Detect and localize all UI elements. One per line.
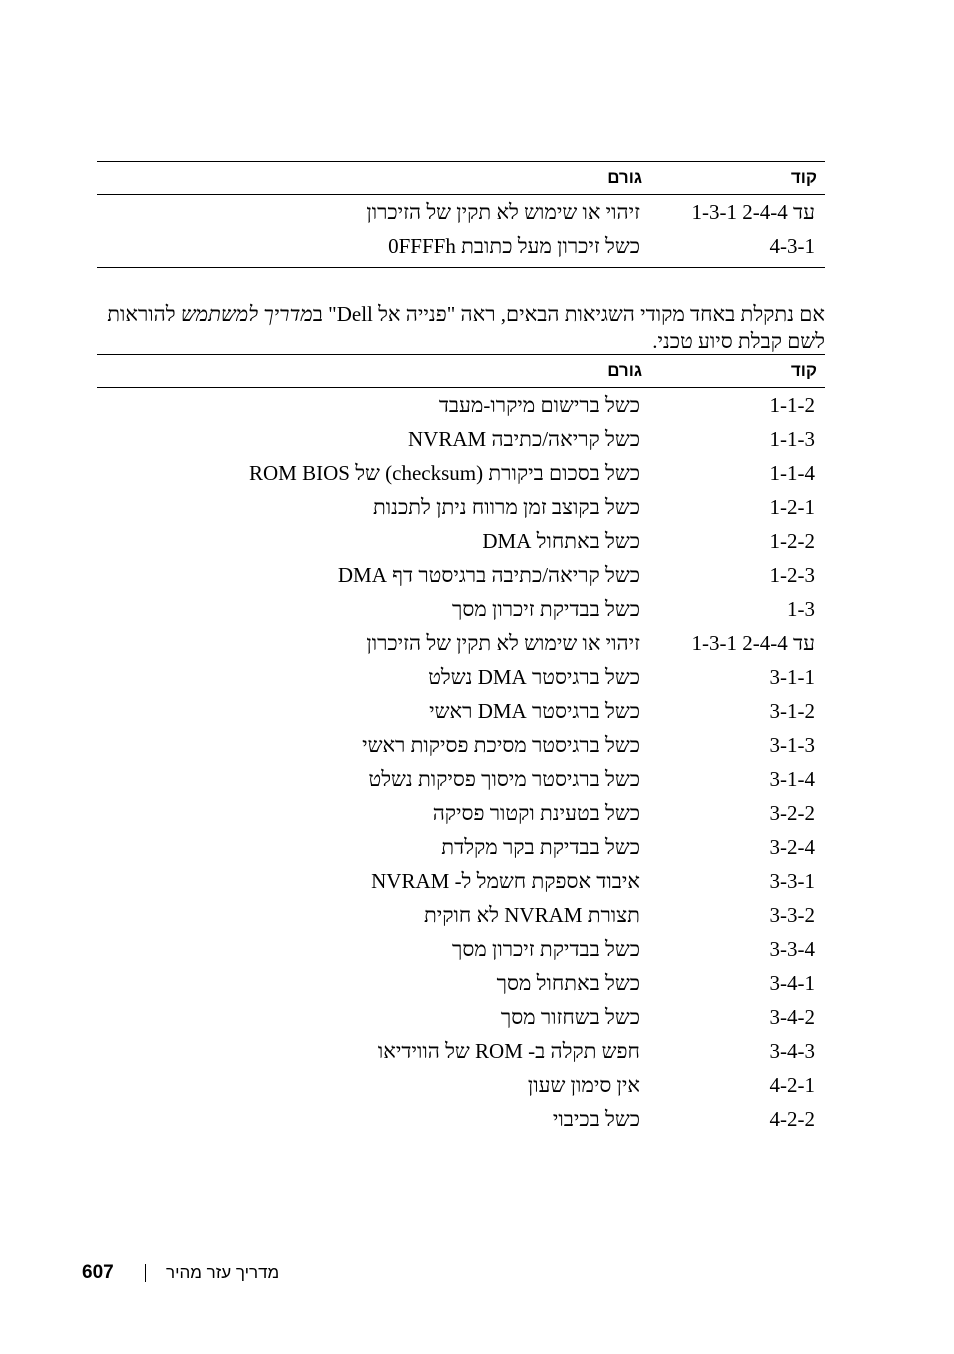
table-row [97, 762, 825, 796]
cause-cell: כשל בבדיקת בקר מקלדת [441, 834, 640, 859]
code-cell: 3-4-2 [769, 1004, 815, 1029]
table-row [97, 1068, 825, 1102]
header-cause: גורם [97, 355, 650, 388]
table-row [97, 830, 825, 864]
cause-cell: כשל ברגיסטר DMA נשלט [428, 664, 640, 689]
intro-text-2: להוראות לשם קבלת סיוע טכני. [107, 302, 825, 353]
table-row [97, 660, 825, 694]
header-code: קוד [650, 355, 825, 388]
cause-cell: כשל באתחול DMA [482, 528, 640, 553]
code-cell: 1-3-1 עד 2-4-4 [691, 630, 815, 655]
code-cell: 1-1-2 [769, 392, 815, 417]
table-row [97, 932, 825, 966]
table-row [97, 490, 825, 524]
table-body [97, 388, 825, 1141]
cause-cell: כשל ברישום מיקרו-מעבד [438, 392, 640, 417]
code-cell: 3-1-3 [769, 732, 815, 757]
cause-cell: כשל זיכרון מעל כתובת 0FFFFh [388, 233, 640, 258]
code-cell: 3-3-4 [769, 936, 815, 961]
cause-cell: כשל קריאה/כתיבה NVRAM [408, 426, 640, 451]
code-cell: 3-4-3 [769, 1038, 815, 1063]
code-cell: 3-3-2 [769, 902, 815, 927]
table-row [97, 456, 825, 490]
table-row [97, 626, 825, 660]
cause-cell: איבוד אספקת חשמל ל- NVRAM [371, 868, 640, 893]
cause-cell: כשל ברגיסטר מסיכת פסיקות ראשי [362, 732, 640, 757]
cause-cell: כשל ברגיסטר מיסוך פסיקות נשלט [368, 766, 640, 791]
code-cell: 3-2-2 [769, 800, 815, 825]
code-cell: 3-1-1 [769, 664, 815, 689]
code-cell: 1-1-4 [769, 460, 815, 485]
page-footer [0, 1262, 954, 1286]
table-header-row [97, 162, 825, 195]
cause-cell: כשל בשחזור מסך [500, 1004, 640, 1029]
cause-cell: זיהוי או שימוש לא תקין של הזיכרון [366, 199, 640, 224]
footer-title: מדריך עזר מהיר [166, 1263, 280, 1282]
table-row [97, 524, 825, 558]
cause-cell: זיהוי או שימוש לא תקין של הזיכרון [366, 630, 640, 655]
users-guide-title: מדריך למשתמש [180, 302, 313, 326]
code-cell: 1-3 [787, 596, 815, 621]
table-row [97, 898, 825, 932]
code-cell: 3-1-4 [769, 766, 815, 791]
cause-cell: כשל בסכום ביקורת (checksum) של ROM BIOS [249, 460, 640, 485]
table-row [97, 796, 825, 830]
code-cell: 1-2-3 [769, 562, 815, 587]
cause-cell: כשל קריאה/כתיבה ברגיסטר דף DMA [337, 562, 640, 587]
code-cell: 3-1-2 [769, 698, 815, 723]
code-cell: 4-2-1 [769, 1072, 815, 1097]
cause-cell: אין סימון שעון [527, 1072, 640, 1097]
cause-cell: תצורת NVRAM לא חוקית [423, 902, 640, 927]
code-cell: 4-2-2 [769, 1106, 815, 1131]
error-code-table-2 [97, 354, 825, 1140]
table-row [97, 728, 825, 762]
code-cell: 1-2-2 [769, 528, 815, 553]
header-cause: גורם [97, 162, 650, 195]
intro-text-1: אם נתקלת באחד מקודי השגיאות הבאים, ראה "פנייה אל Dell" ב [312, 302, 825, 326]
table-row [97, 1000, 825, 1034]
cause-cell: כשל בטעינת וקטור פסיקה [432, 800, 640, 825]
table-header-row [97, 355, 825, 388]
table-row [97, 558, 825, 592]
code-cell: 1-1-3 [769, 426, 815, 451]
code-cell: 3-3-1 [769, 868, 815, 893]
table-row [97, 229, 825, 268]
cause-cell: כשל בקוצב זמן מרווח ניתן לתכנות [372, 494, 640, 519]
table-body [97, 195, 825, 268]
header-code: קוד [650, 162, 825, 195]
cause-cell: חפש תקלה ב- ROM של הווידיאו [377, 1038, 640, 1063]
error-code-table-1 [97, 161, 825, 268]
code-cell: 4-3-1 [769, 233, 815, 258]
cause-cell: כשל ברגיסטר DMA ראשי [429, 698, 640, 723]
code-cell: 3-4-1 [769, 970, 815, 995]
table-row [97, 195, 825, 230]
cause-cell: כשל בבדיקת זיכרון מסך [452, 596, 640, 621]
table-row [97, 592, 825, 626]
cause-cell: כשל בבדיקת זיכרון מסך [452, 936, 640, 961]
cause-cell: כשל באתחול מסך [496, 970, 640, 995]
footer-divider [145, 1264, 146, 1282]
table-row [97, 422, 825, 456]
table-row [97, 1102, 825, 1140]
code-cell: 3-2-4 [769, 834, 815, 859]
table-row [97, 388, 825, 423]
intro-paragraph [97, 301, 825, 355]
table-row [97, 1034, 825, 1068]
page-number: 607 [82, 1262, 114, 1283]
table-row [97, 966, 825, 1000]
code-cell: 1-2-1 [769, 494, 815, 519]
table-row [97, 694, 825, 728]
cause-cell: כשל בכיבוי [552, 1106, 640, 1131]
code-cell: 1-3-1 עד 2-4-4 [691, 199, 815, 224]
table-row [97, 864, 825, 898]
